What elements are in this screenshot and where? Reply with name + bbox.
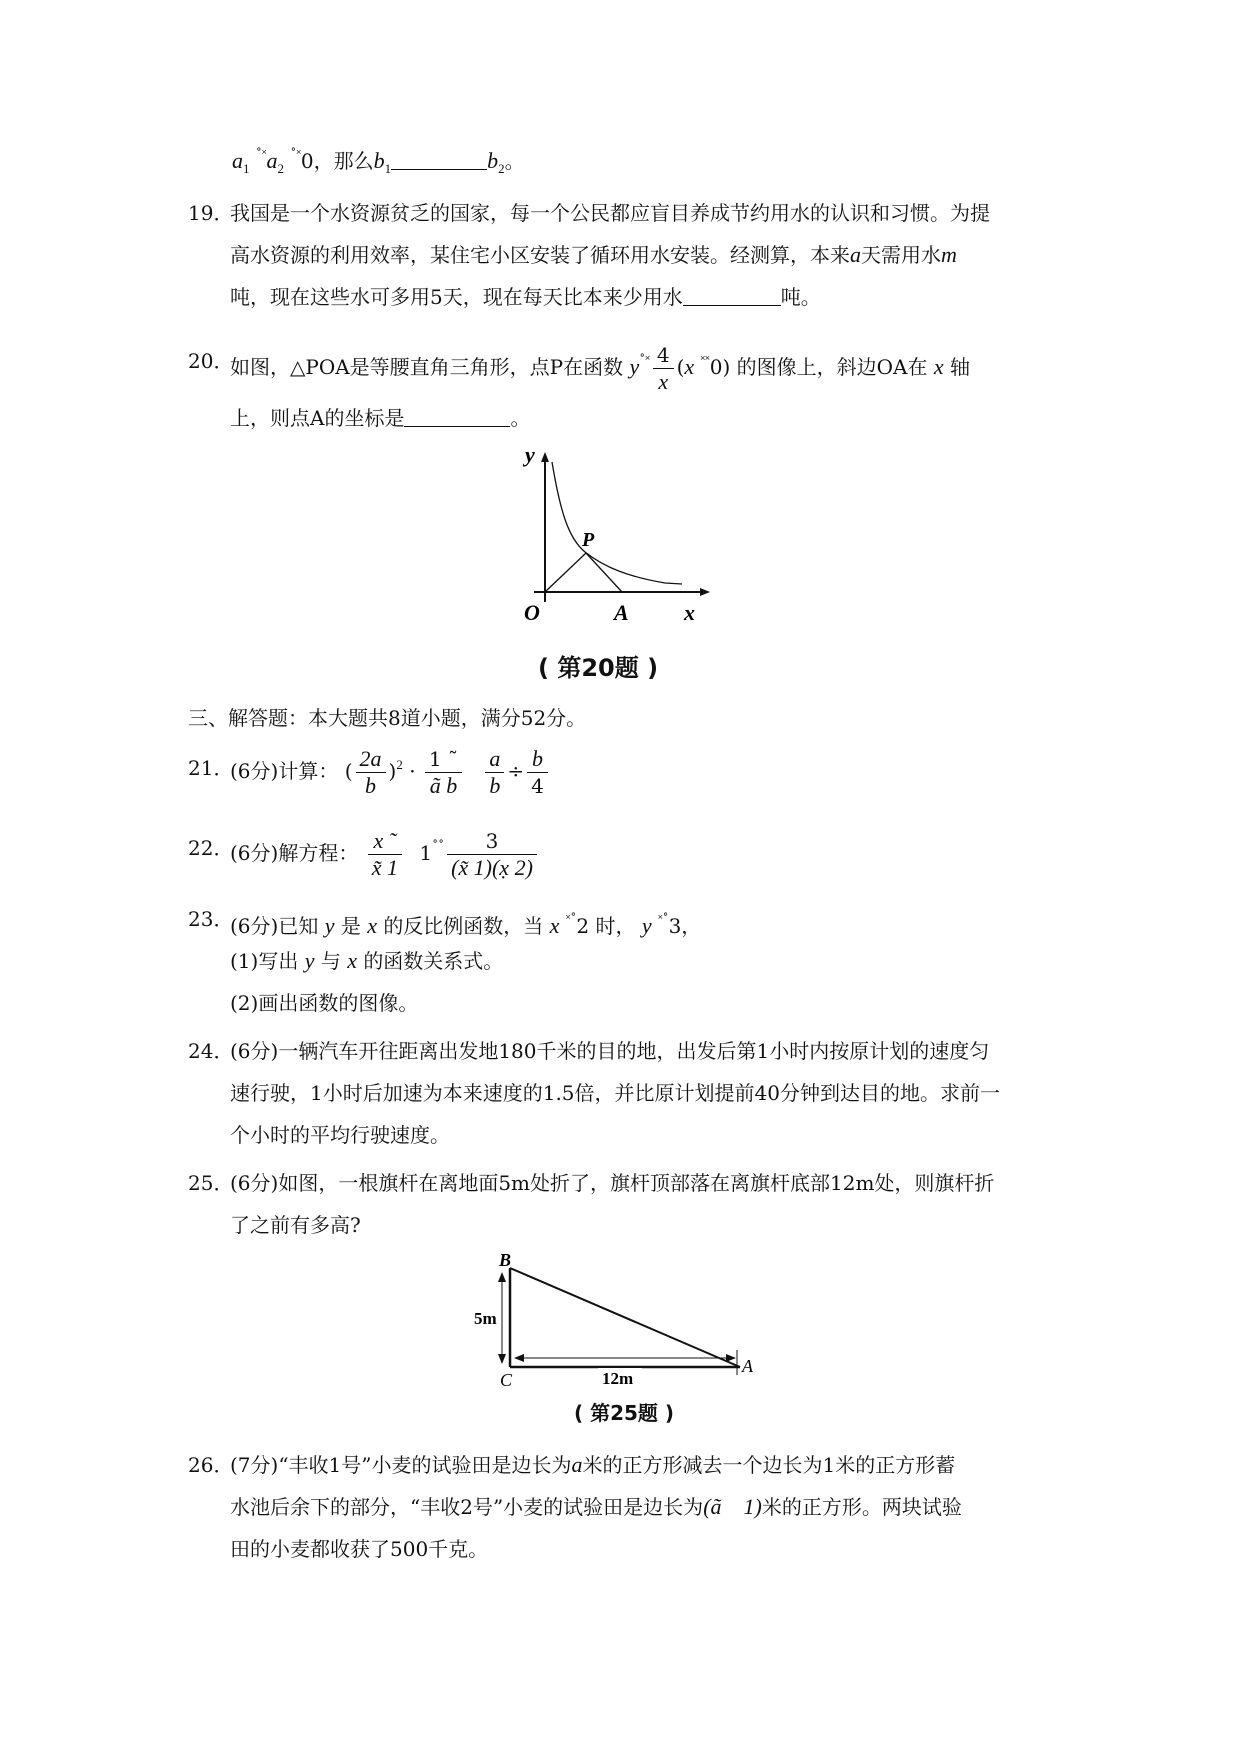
paren: ( — [344, 759, 353, 783]
q24-line2: 速行驶，1小时后加速为本来速度的1.5倍，并比原计划提前40分钟到达目的地。求前一 — [230, 1081, 1000, 1105]
value: 3 — [668, 914, 682, 938]
sub-2: 2 — [277, 161, 284, 176]
segment-op — [545, 553, 586, 592]
fraction-a-over-b — [485, 746, 504, 799]
var-x: x — [367, 913, 377, 938]
q19-text: 吨。 — [780, 285, 821, 309]
one: 1 — [419, 841, 433, 865]
q20-figure — [510, 440, 710, 630]
garbled-operator: ˟˚ — [657, 912, 669, 926]
period: 。 — [504, 149, 525, 173]
q19-text: 天需用水 — [861, 243, 941, 267]
x-axis-arrow — [700, 588, 710, 596]
q24-line3: 个小时的平均行驶速度。 — [230, 1123, 450, 1147]
paren: ) — [722, 355, 731, 379]
q20-line1 — [230, 330, 970, 397]
dot-operator: · — [409, 759, 416, 783]
q22-lead: (6分)解方程： — [230, 841, 359, 865]
y-axis-arrow — [541, 452, 549, 462]
sub-2: 2 — [498, 161, 505, 176]
q25-line1: (6分)如图，一根旗杆在离地面5m处折了，旗杆顶部落在离旗杆底部12m处，则旗杆折 — [230, 1171, 995, 1195]
paren: ( — [676, 355, 685, 379]
q19-text: 吨，现在这些水可多用5天，现在每天比本来少用水 — [230, 285, 683, 309]
var-a: a — [850, 242, 861, 267]
label-c: C — [500, 1370, 513, 1390]
section-heading: 三、解答题：本大题共8道小题，满分52分。 — [188, 706, 587, 730]
var-x: x — [347, 948, 357, 973]
q23-text: 与 — [320, 949, 341, 973]
dim-arrowhead-left — [514, 1354, 524, 1362]
var-a: a — [571, 1452, 583, 1477]
expression-a-minus-1: (ã 1) — [703, 1494, 762, 1519]
question-number: 20． — [188, 349, 234, 373]
q26-line3: 田的小麦都收获了500千克。 — [230, 1537, 489, 1561]
value: 2 — [576, 914, 590, 938]
broken-top-segment — [510, 1268, 740, 1367]
question-number: 24． — [188, 1039, 234, 1063]
fraction-4-over-x — [653, 342, 674, 395]
label-p: P — [582, 529, 595, 551]
answer-blank[interactable] — [391, 149, 487, 170]
q22-expr — [230, 814, 540, 885]
denominator: x — [658, 369, 669, 394]
garbled-operator: ˟˟ — [700, 353, 710, 367]
q26-text: 米的正方形减去一个边长为1米的正方形蓄 — [582, 1453, 956, 1477]
q20-line2 — [230, 404, 530, 432]
answer-blank[interactable] — [404, 406, 510, 427]
fraction-b-over-4 — [527, 746, 548, 799]
q26-line1 — [230, 1451, 955, 1479]
zero: 0 — [300, 149, 314, 173]
paren: ) — [388, 759, 397, 783]
label-a: A — [742, 1356, 753, 1376]
numerator: 3 — [447, 828, 537, 855]
garbled-operator: ˚˟ — [639, 353, 650, 367]
q25-line2: 了之前有多高? — [230, 1213, 361, 1237]
question-number: 19． — [188, 201, 234, 225]
label-y: y — [525, 442, 535, 467]
q21-expr — [230, 733, 551, 803]
q19-text: 高水资源的利用效率，某住宅小区安装了循环用水安装。经测算，本来 — [230, 243, 850, 267]
q23-text: 是 — [340, 914, 361, 938]
q23-line1 — [230, 905, 701, 940]
garbled-operator: ˚˚ — [432, 839, 445, 853]
dim-arrowhead-up — [498, 1272, 506, 1282]
var-y: y — [641, 913, 652, 938]
garbled-operator: ˚˟ — [255, 147, 267, 161]
question-number: 22． — [188, 836, 234, 860]
question-number: 23． — [188, 907, 234, 931]
q19-line2 — [230, 241, 957, 269]
garbled-operator: ˟˚ — [565, 912, 577, 926]
fraction-3-over-product — [447, 828, 537, 881]
var-y: y — [324, 913, 335, 938]
numerator: 1 ˜ — [425, 746, 462, 773]
fraction-x-over-x-1 — [368, 828, 402, 881]
q20-caption: ( 第20题 ) — [538, 654, 659, 682]
segment-pa — [586, 553, 622, 592]
numerator: x ˜ — [368, 828, 402, 855]
fraction-2 — [425, 746, 462, 799]
label-b: B — [499, 1250, 512, 1270]
q18-tail-line — [232, 140, 525, 183]
var-y: y — [304, 948, 315, 973]
numerator: 4 — [653, 342, 674, 369]
garbled-operator: ˚˟ — [290, 147, 301, 161]
q25-figure — [474, 1250, 760, 1390]
denominator: b — [489, 773, 501, 798]
var-b1: b — [373, 148, 385, 173]
q26-line2 — [230, 1493, 962, 1521]
q23-text: (6分)已知 — [230, 914, 319, 938]
var-y: y — [629, 354, 640, 379]
q26-text: (7分)“丰收1号”小麦的试验田是边长为 — [230, 1453, 572, 1477]
q23-text: 时， — [595, 914, 636, 938]
q24-line1: (6分)一辆汽车开往距离出发地180千米的目的地，出发后第1小时内按原计划的速度匀 — [230, 1039, 990, 1063]
hyperbola-curve — [552, 462, 682, 584]
divide-operator: ÷ — [507, 759, 525, 783]
q20-text: 如图，△POA是等腰直角三角形，点P在函数 — [230, 355, 624, 379]
label-5m: 5m — [474, 1309, 497, 1328]
q19-line3 — [230, 283, 821, 311]
sub-1: 1 — [384, 161, 392, 176]
numerator: b — [527, 746, 548, 773]
var-x: x — [933, 354, 944, 379]
q23-text: ， — [681, 914, 702, 938]
dim-arrowhead-right — [726, 1354, 736, 1362]
question-number: 26． — [188, 1453, 234, 1477]
var-a2: a — [266, 148, 278, 173]
zero: 0 — [709, 355, 723, 379]
q23-sub1 — [230, 947, 503, 975]
q23-text: 的函数关系式。 — [363, 949, 504, 973]
denominator: ã b — [429, 773, 458, 798]
q23-sub2: (2)画出函数的图像。 — [230, 991, 419, 1015]
sub-1: 1 — [243, 161, 250, 176]
label-12m: 12m — [602, 1369, 634, 1388]
denominator: b — [365, 773, 377, 798]
denominator: 4 — [531, 774, 544, 798]
q18-text: ，那么 — [313, 149, 374, 173]
denominator: x̃ 1 — [371, 855, 398, 880]
q26-text: 水池后余下的部分，“丰收2号”小麦的试验田是边长为 — [230, 1495, 704, 1519]
q23-text: 的反比例函数，当 — [383, 914, 544, 938]
label-x: x — [684, 600, 695, 625]
var-x: x — [684, 354, 695, 379]
denominator: (x̃ 1)(x̣ 2) — [451, 855, 533, 880]
dim-arrowhead-down — [498, 1354, 506, 1364]
q19-line1: 我国是一个水资源贫乏的国家，每一个公民都应盲目养成节约用水的认识和习惯。为提 — [230, 201, 990, 225]
q21-lead: (6分)计算： — [230, 759, 339, 783]
exponent: 2 — [396, 757, 403, 772]
var-m: m — [941, 242, 957, 267]
var-b2: b — [487, 148, 499, 173]
q20-text: 上，则点A的坐标是 — [230, 406, 405, 430]
numerator: a — [485, 746, 504, 773]
label-o: O — [524, 600, 540, 625]
label-a: A — [614, 600, 629, 625]
q20-text: 轴 — [949, 355, 970, 379]
q20-text: 。 — [510, 406, 531, 430]
q20-text: 的图像上，斜边OA在 — [736, 355, 928, 379]
answer-blank[interactable] — [683, 285, 781, 306]
question-number: 21． — [188, 756, 234, 780]
var-a1: a — [232, 148, 243, 173]
var-x: x — [549, 913, 560, 938]
q23-text: (1)写出 — [230, 949, 299, 973]
fraction-2a-over-b — [356, 746, 386, 799]
numerator: 2a — [356, 746, 386, 773]
question-number: 25． — [188, 1171, 234, 1195]
q26-text: 米的正方形。两块试验 — [761, 1495, 962, 1519]
q25-caption: ( 第25题 ) — [574, 1401, 675, 1425]
